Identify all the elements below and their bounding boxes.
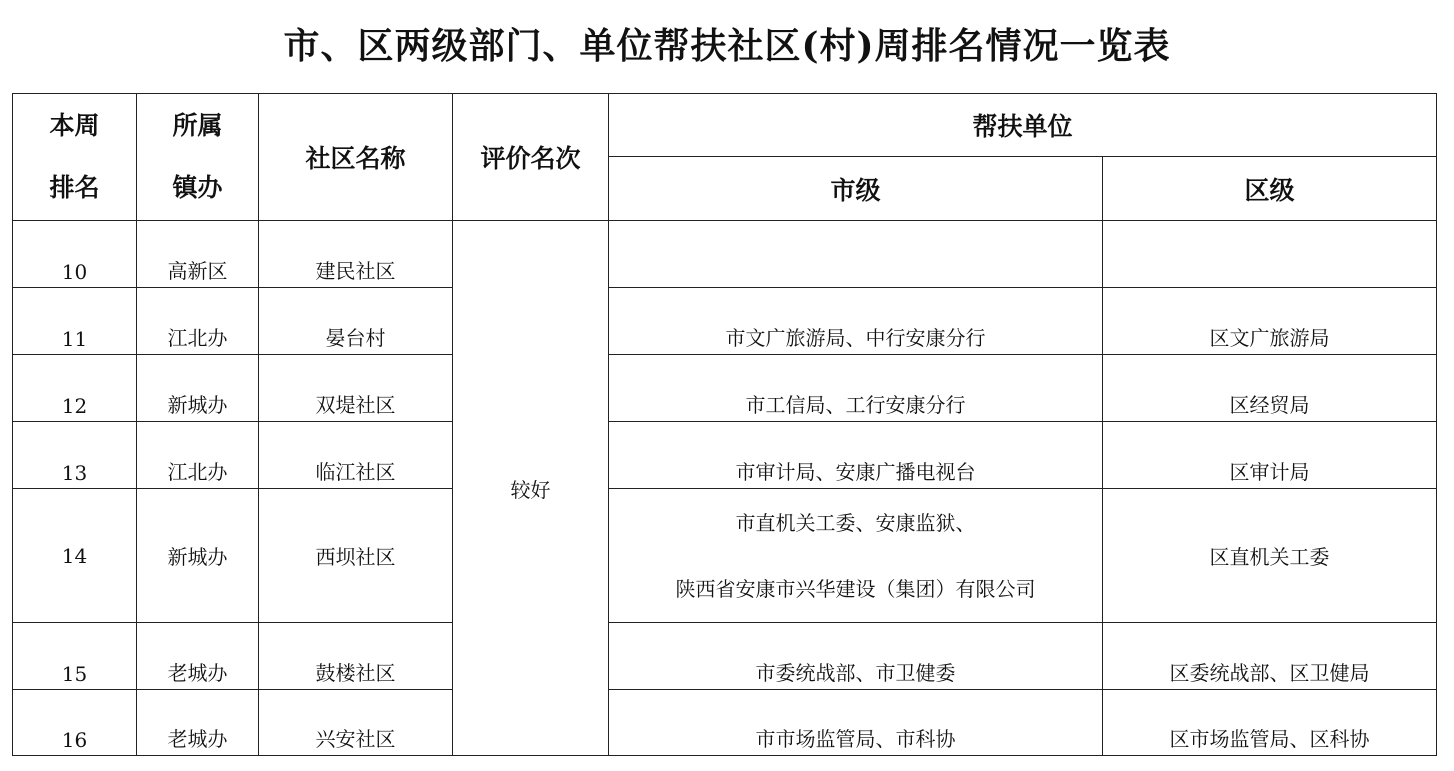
district-level-header: 区级 (1103, 157, 1437, 221)
header-row-top (13, 94, 1437, 157)
rank-cell: 13 (13, 422, 137, 489)
rank-cell: 14 (13, 489, 137, 623)
rank-cell: 12 (13, 355, 137, 422)
rank-header (13, 94, 137, 221)
district-unit-cell: 区审计局 (1103, 422, 1437, 489)
evaluation-cell: 较好 (453, 221, 609, 756)
rank-cell: 16 (13, 690, 137, 756)
support-units-header: 帮扶单位 (609, 94, 1437, 157)
city-unit-line1: 市直机关工委、安康监狱、 (735, 510, 976, 535)
town-cell: 江北办 (137, 288, 259, 355)
community-cell: 晏台村 (259, 288, 453, 355)
rank-cell: 15 (13, 623, 137, 690)
district-unit-cell: 区直机关工委 (1103, 489, 1437, 623)
town-header-line2: 镇办 (172, 173, 223, 202)
city-level-header: 市级 (609, 157, 1103, 221)
table-row (13, 690, 1437, 756)
city-unit-cell: 市委统战部、市卫健委 (609, 623, 1103, 690)
evaluation-header: 评价名次 (453, 94, 609, 221)
city-unit-cell (609, 221, 1103, 288)
ranking-table (12, 93, 1437, 756)
town-cell: 老城办 (137, 690, 259, 756)
city-unit-cell: 市文广旅游局、中行安康分行 (609, 288, 1103, 355)
town-header (137, 94, 259, 221)
city-unit-cell (609, 489, 1103, 623)
district-unit-cell: 区文广旅游局 (1103, 288, 1437, 355)
community-cell: 鼓楼社区 (259, 623, 453, 690)
document-title: 市、区两级部门、单位帮扶社区(村)周排名情况一览表 (283, 25, 1171, 67)
rank-header-line1: 本周 (49, 111, 100, 140)
table-row (13, 221, 1437, 288)
rank-header-line2: 排名 (49, 173, 100, 202)
table-row (13, 623, 1437, 690)
table-row (13, 422, 1437, 489)
community-cell: 双堤社区 (259, 355, 453, 422)
community-cell: 建民社区 (259, 221, 453, 288)
district-unit-cell: 区委统战部、区卫健局 (1103, 623, 1437, 690)
rank-cell: 11 (13, 288, 137, 355)
city-unit-cell: 市审计局、安康广播电视台 (609, 422, 1103, 489)
community-cell: 西坝社区 (259, 489, 453, 623)
town-cell: 新城办 (137, 489, 259, 623)
district-unit-cell: 区市场监管局、区科协 (1103, 690, 1437, 756)
town-header-line1: 所属 (172, 111, 223, 140)
town-cell: 新城办 (137, 355, 259, 422)
town-cell: 江北办 (137, 422, 259, 489)
table-row (13, 489, 1437, 623)
district-unit-cell: 区经贸局 (1103, 355, 1437, 422)
city-unit-line2: 陕西省安康市兴华建设（集团）有限公司 (675, 576, 1036, 601)
town-cell: 老城办 (137, 623, 259, 690)
table-row (13, 288, 1437, 355)
rank-cell: 10 (13, 221, 137, 288)
community-header: 社区名称 (259, 94, 453, 221)
district-unit-cell (1103, 221, 1437, 288)
city-unit-cell: 市市场监管局、市科协 (609, 690, 1103, 756)
table-row (13, 355, 1437, 422)
town-cell: 高新区 (137, 221, 259, 288)
community-cell: 兴安社区 (259, 690, 453, 756)
city-unit-cell: 市工信局、工行安康分行 (609, 355, 1103, 422)
community-cell: 临江社区 (259, 422, 453, 489)
